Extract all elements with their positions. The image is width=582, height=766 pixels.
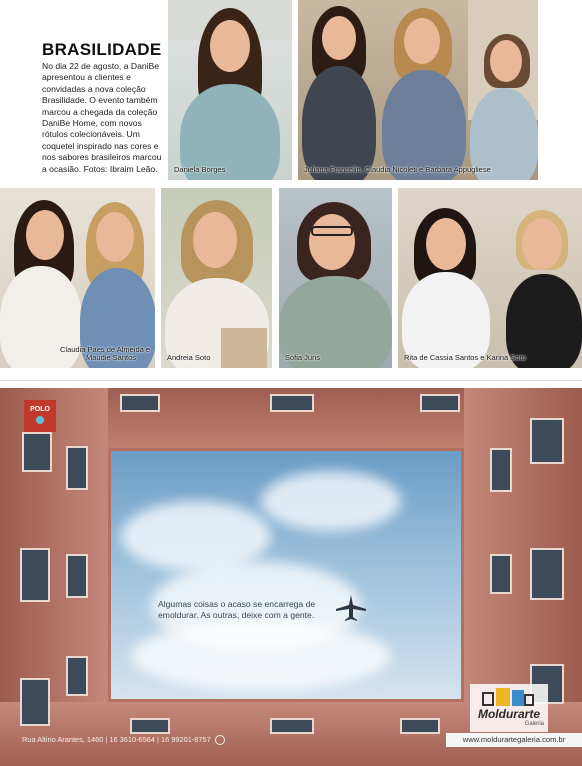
photo-group-three [298, 0, 538, 180]
photo-caption: Andreia Soto [167, 353, 211, 363]
window [120, 394, 160, 412]
photo-caption: Sofia Juns [285, 353, 321, 363]
photo-caption: Rita de Cassia Santos e Karina Soto [404, 353, 526, 363]
window [66, 656, 88, 696]
photo-caption: Juliana Francelin, Claudia Nicoleti e Barbara Appugliese [304, 165, 491, 175]
badge-dot-icon [36, 416, 44, 424]
photo-caption: Daniela Borges [174, 165, 226, 175]
photo-daniela-borges [168, 0, 292, 180]
window [530, 548, 564, 600]
window [530, 418, 564, 464]
ad-tagline-line: emoldurar. As outras, deixe com a gente. [158, 610, 315, 620]
section-divider [0, 380, 582, 381]
photo-rita-karina [398, 188, 582, 368]
photo-claudia-maudie [0, 188, 155, 368]
moldurarte-advertisement [0, 388, 582, 766]
moldurarte-logo [470, 684, 548, 732]
cloud [131, 621, 391, 691]
article-title: BRASILIDADE [42, 40, 162, 59]
photo-caption-line: Claudia Paes de Almeida e [60, 344, 151, 354]
brand-sub: Galeria [524, 721, 544, 727]
sky-frame [111, 451, 461, 699]
window [490, 554, 512, 594]
window [400, 718, 440, 734]
window [490, 448, 512, 492]
ad-tagline-line: Algumas coisas o acaso se encarrega de [158, 599, 316, 609]
brand-name: Moldurarte [477, 707, 540, 721]
logo-frames-icon [482, 688, 536, 706]
window [20, 548, 50, 602]
article-body: No dia 22 de agosto, a DaniBe apresentou a clientes e convidadas a nova coleção Brasilidade. O evento também marcou a chegada da coleção DaniBe Home, com novos rótulos colecionáveis. Um coquetel inspirado nas cores e nos sabores brasileiros marcou a ocasião. Fotos: Ibraim Leão. [42, 61, 162, 174]
ad-contact: Rua Altino Arantes, 1460 | 16 3610-6564 | 16 99201-8757 [22, 735, 225, 745]
whatsapp-icon [215, 735, 225, 745]
window [20, 678, 50, 726]
photo-caption-line: Maudie Santos [86, 353, 137, 363]
ad-tagline [158, 599, 348, 621]
window [66, 446, 88, 490]
window [66, 554, 88, 598]
window [22, 432, 52, 472]
window [270, 394, 314, 412]
photo-caption [60, 346, 150, 363]
window [420, 394, 460, 412]
photo-andreia-soto [161, 188, 272, 368]
ad-website[interactable]: www.moldurartegaleria.com.br [446, 733, 582, 747]
cloud [261, 471, 401, 531]
polo-badge: POLO [24, 400, 56, 432]
photo-sofia-juns [279, 188, 392, 368]
window [130, 718, 170, 734]
window [270, 718, 314, 734]
